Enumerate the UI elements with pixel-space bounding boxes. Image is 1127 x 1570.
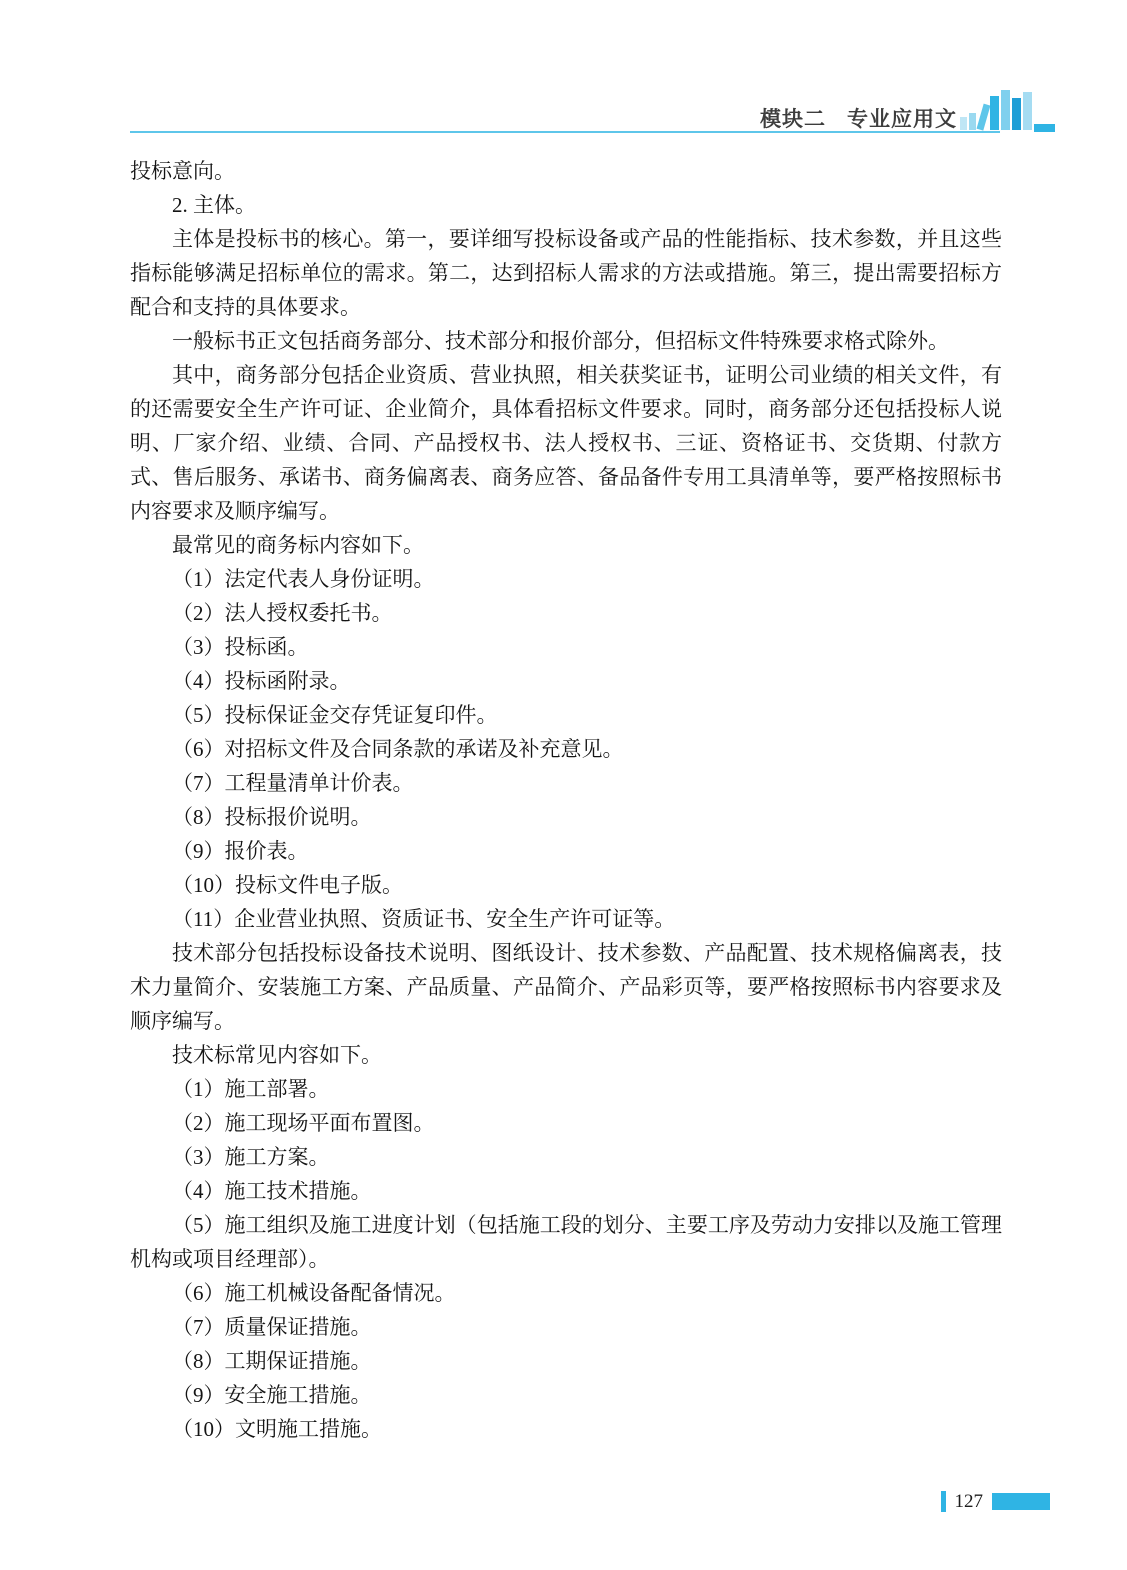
paragraph: 其中，商务部分包括企业资质、营业执照，相关获奖证书，证明公司业绩的相关文件，有的还需要安全生产许可证、企业简介，具体看招标文件要求。同时，商务部分还包括投标人说明、厂家介绍、业绩、合同、产品授权书、法人授权书、三证、资格证书、交货期、付款方式、售后服务、承诺书、商务偏离表、商务应答、备品备件专用工具清单等，要严格按照标书内容要求及顺序编写。 (130, 363, 1002, 523)
paragraph: （4）施工技术措施。 (172, 1179, 372, 1203)
footer-accent-bar-left (941, 1491, 946, 1512)
paragraph: （7）质量保证措施。 (172, 1315, 372, 1339)
paragraph: （5）施工组织及施工进度计划（包括施工段的划分、主要工序及劳动力安排以及施工管理机构或项目经理部）。 (130, 1213, 1002, 1271)
header-title (760, 103, 957, 133)
paragraph: （6）施工机械设备配备情况。 (172, 1281, 456, 1305)
paragraph: （10）文明施工措施。 (172, 1417, 382, 1441)
books-decoration-icon (959, 86, 1055, 134)
header-section-label: 专业应用文 (847, 108, 957, 131)
paragraph: 技术标常见内容如下。 (172, 1043, 382, 1067)
paragraph: （6）对招标文件及合同条款的承诺及补充意见。 (172, 737, 624, 761)
paragraph: （5）投标保证金交存凭证复印件。 (172, 703, 498, 727)
paragraph: （4）投标函附录。 (172, 669, 351, 693)
paragraph: （3）施工方案。 (172, 1145, 330, 1169)
paragraph: （1）法定代表人身份证明。 (172, 567, 435, 591)
paragraph: 主体是投标书的核心。第一，要详细写投标设备或产品的性能指标、技术参数，并且这些指标能够满足招标单位的需求。第二，达到招标人需求的方法或措施。第三，提出需要招标方配合和支持的具体要求。 (130, 227, 1002, 319)
paragraph: （7）工程量清单计价表。 (172, 771, 414, 795)
paragraph: 投标意向。 (130, 159, 235, 183)
paragraph: （8）工期保证措施。 (172, 1349, 372, 1373)
paragraph: （3）投标函。 (172, 635, 309, 659)
page-footer (941, 1491, 1051, 1512)
header-divider (130, 131, 1000, 133)
paragraph: （2）施工现场平面布置图。 (172, 1111, 435, 1135)
paragraph: （1）施工部署。 (172, 1077, 330, 1101)
document-body (130, 154, 1002, 1446)
paragraph: （9）安全施工措施。 (172, 1383, 372, 1407)
paragraph: 一般标书正文包括商务部分、技术部分和报价部分，但招标文件特殊要求格式除外。 (172, 329, 949, 353)
page-number: 127 (954, 1491, 983, 1512)
paragraph: （11）企业营业执照、资质证书、安全生产许可证等。 (172, 907, 676, 931)
paragraph: （8）投标报价说明。 (172, 805, 372, 829)
paragraph: （10）投标文件电子版。 (172, 873, 403, 897)
footer-accent-bar-right (992, 1493, 1050, 1510)
paragraph: 2. 主体。 (172, 193, 256, 217)
paragraph: （2）法人授权委托书。 (172, 601, 393, 625)
paragraph: （9）报价表。 (172, 839, 309, 863)
header-module-label: 模块二 (760, 108, 826, 131)
paragraph: 最常见的商务标内容如下。 (172, 533, 424, 557)
paragraph: 技术部分包括投标设备技术说明、图纸设计、技术参数、产品配置、技术规格偏离表，技术力量简介、安装施工方案、产品质量、产品简介、产品彩页等，要严格按照标书内容要求及顺序编写。 (130, 941, 1002, 1033)
